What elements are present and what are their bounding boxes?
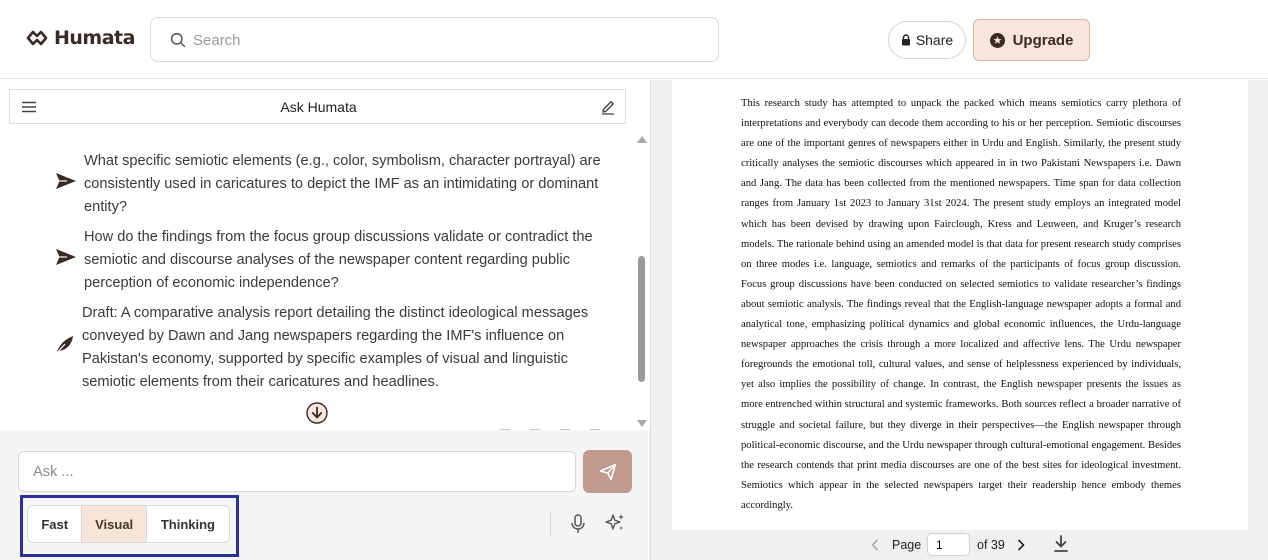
chevron-right-icon[interactable] bbox=[1016, 539, 1026, 551]
mode-selector bbox=[27, 505, 230, 543]
star-badge-icon bbox=[990, 33, 1005, 48]
download-icon[interactable] bbox=[1053, 535, 1069, 553]
feather-icon bbox=[53, 334, 75, 356]
scroll-down-arrow-icon[interactable] bbox=[637, 420, 647, 427]
chat-messages bbox=[0, 133, 650, 430]
humata-logo[interactable] bbox=[26, 27, 135, 49]
lock-icon bbox=[901, 34, 911, 46]
mode-thinking-button[interactable]: Thinking bbox=[160, 516, 215, 532]
page-navigation bbox=[651, 530, 1268, 560]
paper-plane-icon bbox=[599, 463, 617, 481]
share-button[interactable] bbox=[888, 21, 966, 59]
page-number-input[interactable] bbox=[927, 533, 970, 556]
chat-scrollbar[interactable] bbox=[636, 136, 648, 428]
draft-text: Draft: A comparative analysis report detailing the distinct ideological messages conveyed by Dawn and Jang newspapers regarding the IMF's influence on Pakistan's economy, supported by specific examples of visual and linguistic semiotic elements from their caricatures and headlines. bbox=[82, 305, 589, 390]
chat-panel bbox=[0, 80, 650, 560]
document-page bbox=[672, 80, 1248, 530]
scroll-up-arrow-icon[interactable] bbox=[637, 136, 647, 143]
microphone-icon[interactable] bbox=[570, 514, 586, 534]
chat-title: Ask Humata bbox=[280, 99, 357, 115]
document-viewer bbox=[651, 80, 1268, 560]
humata-logo-icon bbox=[26, 28, 48, 48]
mode-visual-button[interactable]: Visual bbox=[82, 506, 146, 542]
scroll-to-bottom-icon[interactable] bbox=[306, 402, 328, 424]
chat-header bbox=[9, 89, 626, 124]
new-chat-edit-icon[interactable] bbox=[600, 99, 616, 115]
upgrade-label: Upgrade bbox=[1012, 31, 1074, 49]
sparkle-icon[interactable] bbox=[604, 512, 626, 534]
document-body-text: This research study has attempted to unpack the packed which means semiotics carry plethora of interpretations and everybody can decode them according to his or her perception. Semiotic discourses are one of the important genres of newspapers either in Urdu and English. Similarly, the present study critically analyses the semiotic discourses which appeared in in two Pakistani Newspapers i.e. Dawn and Jang. The data has been collected from the mentioned newspapers. Time span for data collection ranges from January 1st 2023 to January 31st 2024. The present study employs an integrated model which has been devised by drawing upon Fairclough, Kress and Leuween, and Kruger’s research models. The rationale behind using an amended model is that data for present research study comprises on three modes i.e. language, semiotics and remarks of the participants of focus group discussion. Focus group discussions have been conducted on selected semiotics to validate researcher’s findings about semiotic analysis. The findings reveal that the English-language newspaper adopts a formal and analytical tone, emphasizing political dynamics and global economic influences, the Urdu-language newspaper approaches the crisis through a more localized and affective lens. The Urdu newspaper foregrounds the emotional toll, cultural values, and sense of helplessness experienced by individuals, yet also implies the possibility of change. In contrast, the English newspaper presents the issues as more entrenched within structural and systemic frameworks. Both sources reflect a broader narrative of struggle and societal failure, but they diverge in their perspectives—the English newspaper through political-economic discourse, and the Urdu newspaper through cultural-emotional engagement. Besides the research contends that print media discourses are one of the best sites for ideological investment. Semiotics which appear in the selected newspapers target their readership hence embody themes accordingly. bbox=[741, 98, 1181, 511]
top-bar bbox=[0, 0, 1268, 79]
toolbar-divider bbox=[550, 512, 551, 536]
mode-fast-button[interactable]: Fast bbox=[28, 506, 82, 542]
total-pages-label: of 39 bbox=[977, 538, 1005, 552]
send-arrow-icon bbox=[55, 246, 77, 268]
logo-text: Humata bbox=[54, 27, 135, 49]
ask-input[interactable] bbox=[18, 451, 576, 492]
send-button[interactable] bbox=[583, 450, 632, 493]
chevron-left-icon[interactable] bbox=[870, 539, 880, 551]
suggestion-text: How do the findings from the focus group discussions validate or contradict the semiotic and discourse analyses of the newspaper content regarding public perception of economic independence? bbox=[84, 229, 593, 291]
search-input[interactable] bbox=[193, 28, 693, 52]
upgrade-button[interactable] bbox=[973, 19, 1090, 61]
page-label: Page bbox=[892, 538, 922, 552]
search-icon bbox=[170, 32, 186, 48]
send-arrow-icon bbox=[55, 170, 77, 192]
scroll-thumb[interactable] bbox=[638, 256, 645, 382]
share-label: Share bbox=[915, 32, 954, 48]
search-box[interactable] bbox=[150, 17, 719, 62]
suggestion-text: What specific semiotic elements (e.g., color, symbolism, character portrayal) are consistently used in caricatures to depict the IMF as an intimidating or dominant entity? bbox=[84, 153, 601, 215]
